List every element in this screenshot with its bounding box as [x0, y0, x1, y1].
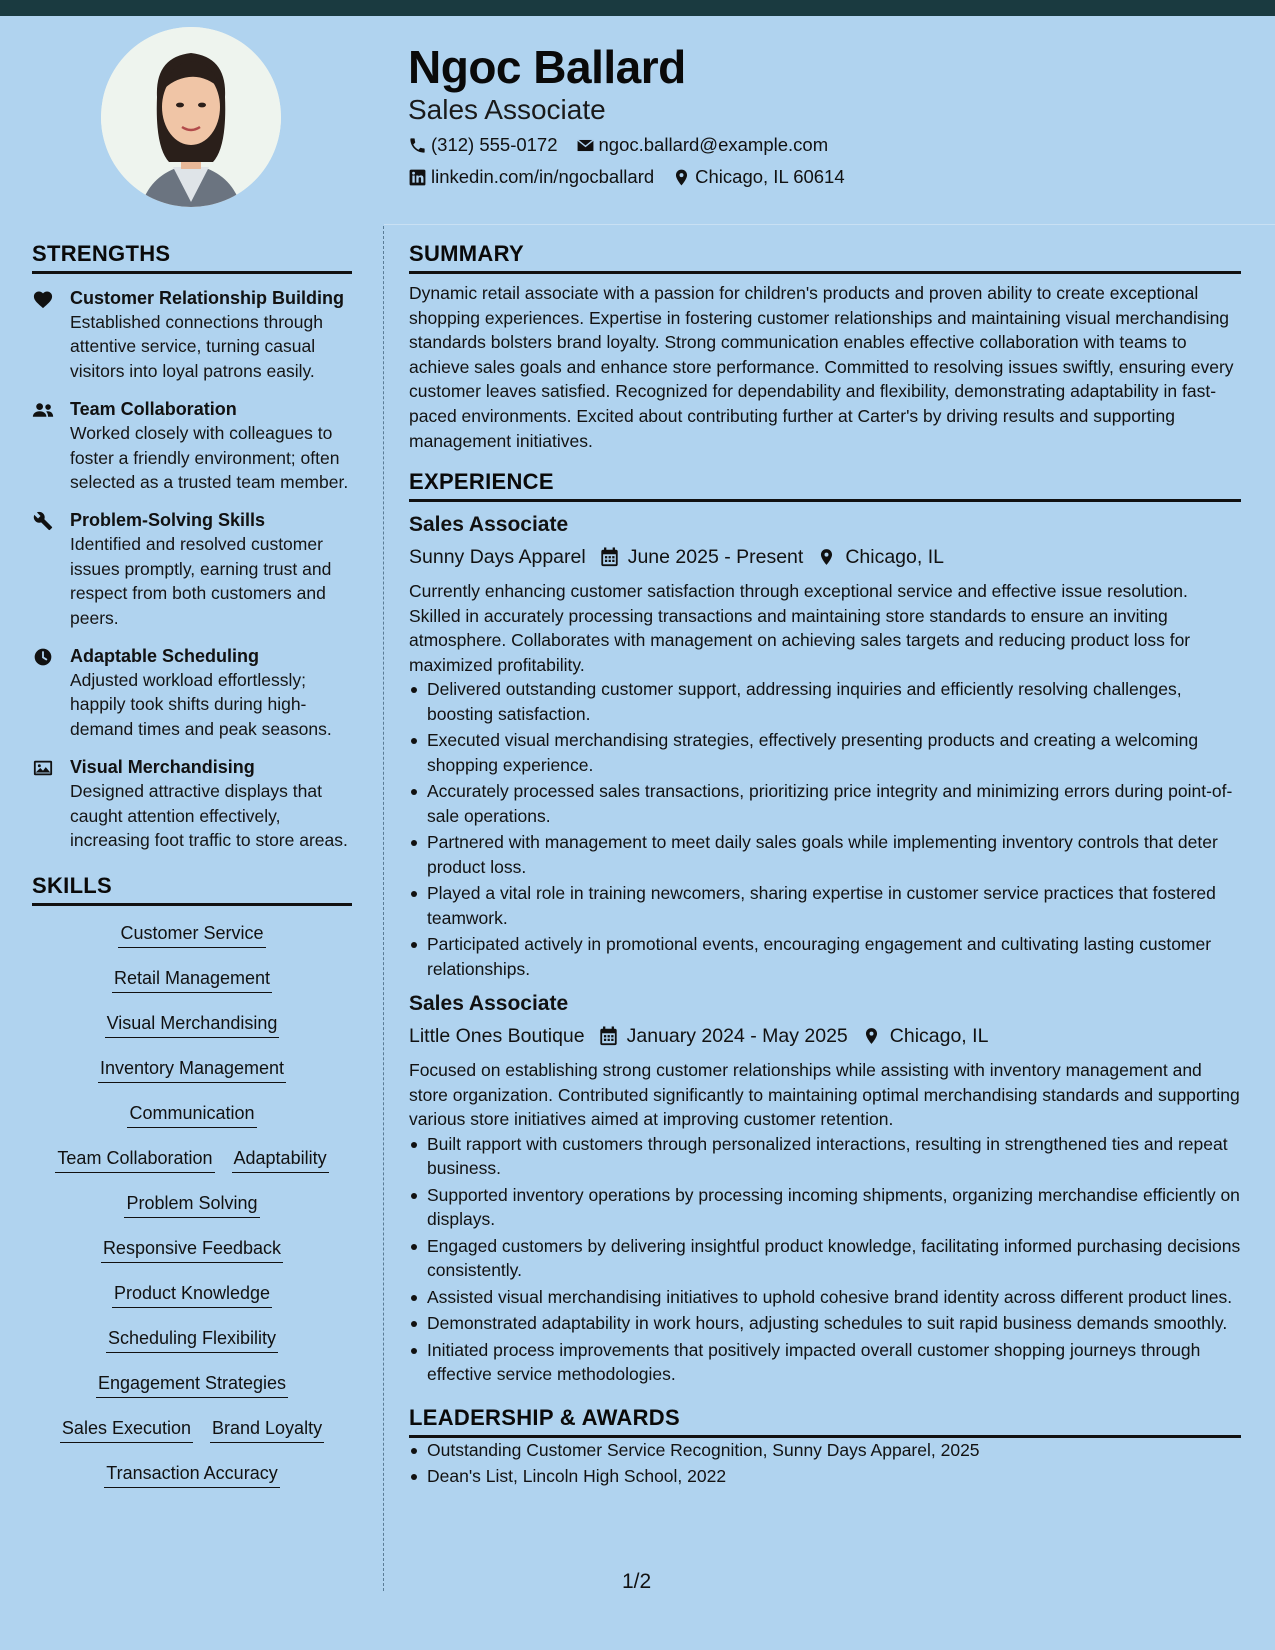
top-accent-bar: [0, 0, 1275, 16]
calendar-icon: [599, 1026, 618, 1046]
skill-tag: Retail Management: [112, 965, 272, 993]
users-icon: [32, 400, 54, 420]
list-item: Delivered outstanding customer support, addressing inquiries and efficiently resolving challenges, boosting satisfaction.: [409, 677, 1241, 726]
page-number: 1/2: [622, 1570, 652, 1593]
skill-tag: Brand Loyalty: [210, 1415, 324, 1443]
contact-row-2: [408, 166, 863, 188]
skill-tag: Responsive Feedback: [101, 1235, 283, 1263]
list-item: Dean's List, Lincoln High School, 2022: [409, 1464, 1241, 1489]
skill-tag: Sales Execution: [60, 1415, 193, 1443]
strength-title: Customer Relationship Building: [70, 288, 345, 308]
image-icon: [32, 758, 54, 778]
strengths-heading: STRENGTHS: [32, 241, 352, 274]
list-item: Supported inventory operations by processing incoming shipments, organizing merchandise efficiently on displays.: [409, 1183, 1241, 1232]
job-company: Little Ones Boutique: [409, 1024, 585, 1047]
list-item: Assisted visual merchandising initiatives to uphold cohesive brand identity across different product lines.: [409, 1285, 1241, 1310]
list-item: Executed visual merchandising strategies, effectively presenting products and creating a welcoming shopping experience.: [409, 728, 1241, 777]
summary-heading: SUMMARY: [409, 241, 1241, 274]
list-item: Participated actively in promotional events, encouraging engagement and cultivating lasting customer relationships.: [409, 932, 1241, 981]
skill-tag: Inventory Management: [98, 1055, 286, 1083]
skill-tag: Team Collaboration: [55, 1145, 214, 1173]
job-company: Sunny Days Apparel: [409, 545, 586, 568]
header-divider: [384, 224, 1275, 225]
job-entry: [409, 990, 1241, 1387]
envelope-icon: [576, 136, 595, 155]
left-column: [32, 241, 352, 1505]
skill-tag: Communication: [127, 1100, 256, 1128]
list-item: Initiated process improvements that positively impacted overall customer shopping journeys through effective service methodologies.: [409, 1338, 1241, 1387]
clock-icon: [32, 647, 54, 667]
map-pin-icon: [817, 547, 836, 567]
phone-icon: [408, 136, 427, 155]
job-location: Chicago, IL: [889, 1024, 989, 1047]
job-description: Focused on establishing strong customer relationships while assisting with inventory management and store organization. Contributed significantly to maintaining optimal merchandising standards and supporting various store initiatives aimed at improving customer retention.: [409, 1060, 1240, 1130]
strength-title: Problem-Solving Skills: [70, 510, 266, 531]
strength-title: Visual Merchandising: [70, 757, 255, 778]
job-meta: [409, 542, 1241, 572]
profile-photo: [101, 27, 281, 207]
strength-item: [32, 508, 352, 630]
candidate-name: Ngoc Ballard: [408, 41, 686, 93]
linkedin-contact: [408, 166, 654, 188]
skill-tag: Scheduling Flexibility: [106, 1325, 278, 1353]
phone-contact: [408, 134, 558, 156]
job-dates: June 2025 - Present: [627, 545, 804, 568]
job-description: Currently enhancing customer satisfaction through exceptional service and effective issue resolution. Skilled in accurately processing transactions and maintaining store standards to ensure an inviting atmosphere. Collaborates with management on achieving sales targets and reducing product loss for maximized profitability.: [409, 581, 1191, 675]
list-item: Demonstrated adaptability in work hours, adjusting schedules to suit rapid business demands smoothly.: [409, 1311, 1241, 1336]
list-item: Partnered with management to meet daily sales goals while implementing inventory controls that deter product loss.: [409, 830, 1241, 879]
right-column: [409, 241, 1241, 1491]
wrench-icon: [32, 511, 54, 531]
job-bullets: [409, 1132, 1241, 1387]
strength-desc: Designed attractive displays that caught attention effectively, increasing foot traffic to store areas.: [70, 781, 348, 851]
strength-item: [32, 644, 352, 741]
skill-tag: Adaptability: [232, 1145, 329, 1173]
map-pin-icon: [862, 1026, 881, 1046]
list-item: Played a vital role in training newcomers, sharing expertise in customer service practices that fostered teamwork.: [409, 881, 1241, 930]
linkedin-link[interactable]: linkedin.com/in/ngocballard: [431, 166, 655, 187]
map-pin-icon: [672, 168, 691, 187]
skill-tag: Visual Merchandising: [105, 1010, 280, 1038]
skill-tag: Product Knowledge: [112, 1280, 272, 1308]
strength-item: [32, 755, 352, 852]
strength-desc: Adjusted workload effortlessly; happily took shifts during high-demand times and peak seasons.: [70, 670, 332, 739]
skills-list: [32, 920, 352, 1505]
list-item: Outstanding Customer Service Recognition, Sunny Days Apparel, 2025: [409, 1438, 1241, 1463]
location-contact: [672, 166, 844, 188]
leadership-heading: LEADERSHIP & AWARDS: [409, 1405, 1241, 1438]
job-meta: [409, 1021, 1241, 1051]
job-title: Sales Associate: [409, 992, 569, 1016]
column-divider: [383, 226, 384, 1591]
strength-item: [32, 397, 352, 494]
list-item: Built rapport with customers through personalized interactions, resulting in strengthened ties and repeat business.: [409, 1132, 1241, 1181]
skill-tag: Transaction Accuracy: [104, 1460, 279, 1488]
location-text: Chicago, IL 60614: [695, 166, 845, 187]
list-item: Engaged customers by delivering insightful product knowledge, facilitating informed purchasing decisions consistently.: [409, 1234, 1241, 1283]
job-title: Sales Associate: [409, 513, 569, 537]
job-bullets: [409, 677, 1241, 981]
list-item: Accurately processed sales transactions, prioritizing price integrity and minimizing errors during point-of-sale operations.: [409, 779, 1241, 828]
strength-desc: Established connections through attentive service, turning casual visitors into loyal patrons easily.: [70, 312, 323, 381]
job-entry: [409, 511, 1241, 981]
phone-text[interactable]: (312) 555-0172: [431, 134, 558, 155]
email-contact: [576, 134, 829, 156]
strength-title: Adaptable Scheduling: [70, 646, 260, 667]
skill-tag: Customer Service: [118, 920, 265, 948]
strength-title: Team Collaboration: [70, 399, 237, 420]
job-location: Chicago, IL: [845, 545, 944, 568]
email-link[interactable]: ngoc.ballard@example.com: [598, 134, 829, 155]
skill-tag: Engagement Strategies: [96, 1370, 288, 1398]
contact-row-1: [408, 134, 846, 156]
summary-text: Dynamic retail associate with a passion for children's products and proven ability to create exceptional shopping experiences. Expertise in fostering customer relationships and maintaining visual merchandising standards bolsters brand loyalty. Strong communication enables effective collaboration with teams to achieve sales goals and enhance store performance. Committed to resolving issues swiftly, ensuring every customer leaves satisfied. Recognized for dependability and flexibility, demonstrating adaptability in fast-paced environments. Excited about contributing further at Carter's by driving results and supporting management initiatives.: [409, 283, 1234, 451]
calendar-icon: [600, 547, 619, 567]
skills-heading: SKILLS: [32, 873, 352, 906]
strength-desc: Worked closely with colleagues to foster a friendly environment; often selected as a trusted team member.: [70, 423, 349, 493]
strength-desc: Identified and resolved customer issues promptly, earning trust and respect from both customers and peers.: [70, 534, 332, 628]
linkedin-icon: [408, 168, 427, 187]
heart-icon: [32, 289, 54, 309]
awards-list: [409, 1438, 1241, 1489]
job-dates: January 2024 - May 2025: [626, 1024, 848, 1047]
strength-item: [32, 286, 352, 383]
strengths-list: [32, 286, 352, 853]
experience-heading: EXPERIENCE: [409, 469, 1241, 502]
candidate-title: Sales Associate: [408, 94, 606, 125]
skill-tag: Problem Solving: [124, 1190, 259, 1218]
